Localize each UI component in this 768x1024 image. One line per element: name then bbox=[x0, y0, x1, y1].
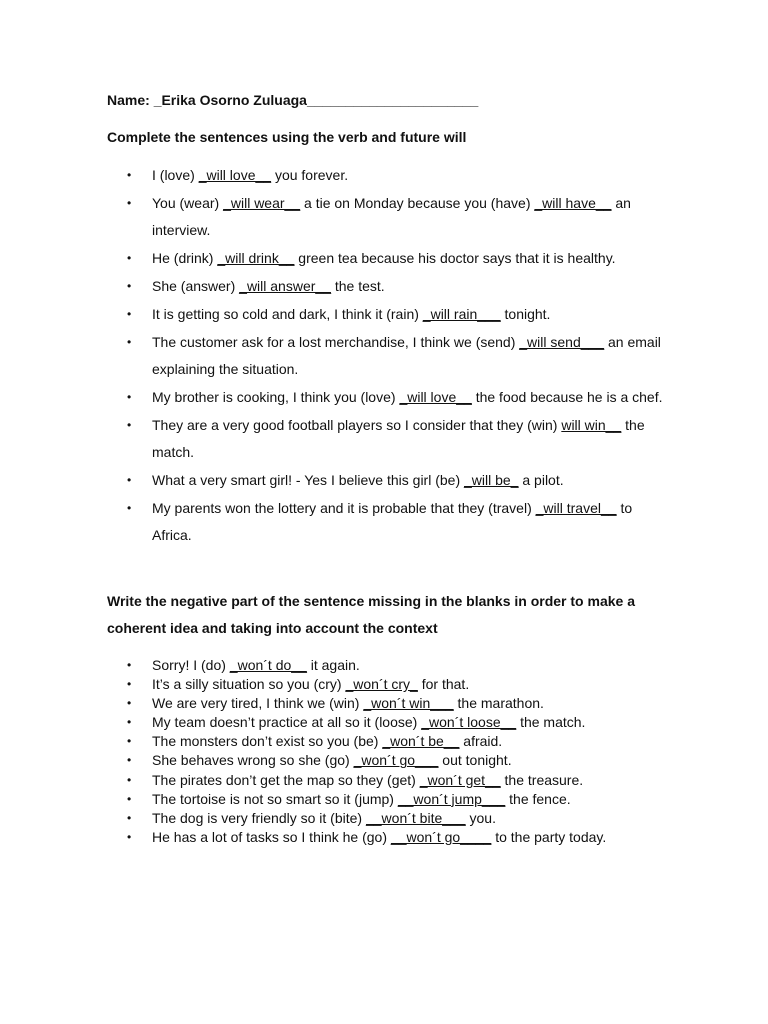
sentence-text: It is getting so cold and dark, I think it (rain) bbox=[152, 306, 423, 322]
negative-will-exercise-list bbox=[127, 656, 667, 847]
answer-blank: _will answer__ bbox=[239, 278, 331, 294]
bullet-icon: • bbox=[127, 753, 132, 768]
bullet-icon: • bbox=[127, 418, 132, 432]
exercise-item bbox=[127, 273, 667, 300]
sentence-text: They are a very good football players so I consider that they (win) bbox=[152, 417, 562, 433]
sentence-text: the marathon. bbox=[453, 695, 544, 712]
sentence-text: The dog is very friendly so it (bite) bbox=[152, 809, 366, 826]
exercise-item bbox=[127, 751, 667, 770]
bullet-icon: • bbox=[127, 677, 132, 692]
exercise-item bbox=[127, 694, 667, 713]
exercise-item bbox=[127, 713, 667, 732]
sentence-text: an interview. bbox=[152, 195, 631, 238]
answer-blank: _will rain___ bbox=[422, 306, 501, 322]
bullet-icon: • bbox=[127, 658, 132, 672]
student-name-line bbox=[107, 92, 478, 108]
exercise-item bbox=[127, 467, 667, 494]
sentence-text: an email explaining the situation. bbox=[152, 334, 661, 377]
answer-blank: _will be_ bbox=[464, 472, 519, 488]
exercise-item bbox=[127, 162, 667, 189]
sentence-text: the match. bbox=[516, 714, 586, 731]
sentence-text: We are very tired, I think we (win) bbox=[152, 695, 364, 712]
sentence-text: the food because he is a chef. bbox=[471, 389, 663, 405]
name-label: Name: bbox=[107, 92, 154, 108]
sentence-text: to the party today. bbox=[491, 828, 607, 845]
sentence-text: The monsters don’t exist so you (be) bbox=[152, 733, 383, 750]
bullet-icon: • bbox=[127, 501, 132, 515]
exercise-item bbox=[127, 809, 667, 828]
answer-blank: __won´t go____ bbox=[390, 828, 492, 845]
section1-heading: Complete the sentences using the verb and future will bbox=[107, 129, 467, 145]
answer-blank: will win__ bbox=[561, 417, 622, 433]
exercise-item bbox=[127, 245, 667, 272]
answer-blank: _will travel__ bbox=[535, 500, 617, 516]
exercise-item bbox=[127, 771, 667, 790]
sentence-text: Sorry! I (do) bbox=[152, 657, 230, 673]
sentence-text: My brother is cooking, I think you (love) bbox=[152, 389, 400, 405]
exercise-item bbox=[127, 656, 667, 675]
sentence-text: She behaves wrong so she (go) bbox=[152, 752, 354, 769]
answer-blank: _won´t loose__ bbox=[421, 714, 517, 731]
answer-blank: _will drink__ bbox=[217, 250, 295, 266]
sentence-text: He has a lot of tasks so I think he (go) bbox=[152, 828, 391, 845]
sentence-text: My parents won the lottery and it is probable that they (travel) bbox=[152, 500, 536, 516]
sentence-text: She (answer) bbox=[152, 278, 240, 294]
bullet-icon: • bbox=[127, 196, 132, 210]
answer-blank: _won´t cry_ bbox=[345, 676, 418, 693]
exercise-item bbox=[127, 675, 667, 694]
bullet-icon: • bbox=[127, 279, 132, 293]
exercise-item bbox=[127, 384, 667, 411]
bullet-icon: • bbox=[127, 734, 132, 749]
answer-blank: _will love__ bbox=[399, 389, 472, 405]
answer-blank: _won´t get__ bbox=[419, 771, 501, 788]
bullet-icon: • bbox=[127, 390, 132, 404]
sentence-text: for that. bbox=[417, 676, 470, 693]
sentence-text: to Africa. bbox=[152, 500, 633, 543]
sentence-text: It’s a silly situation so you (cry) bbox=[152, 676, 346, 693]
sentence-text: My team doesn’t practice at all so it (loose) bbox=[152, 714, 422, 731]
student-name: _Erika Osorno Zuluaga______________________ bbox=[153, 92, 479, 108]
answer-blank: _will send___ bbox=[519, 334, 605, 350]
answer-blank: __won´t bite___ bbox=[365, 809, 466, 826]
exercise-item bbox=[127, 301, 667, 328]
exercise-item bbox=[127, 329, 667, 383]
sentence-text: What a very smart girl! - Yes I believe this girl (be) bbox=[152, 472, 464, 488]
sentence-text: the match. bbox=[152, 417, 645, 460]
sentence-text: green tea because his doctor says that it is healthy. bbox=[294, 250, 616, 266]
bullet-icon: • bbox=[127, 696, 132, 711]
sentence-text: the treasure. bbox=[500, 771, 584, 788]
exercise-item bbox=[127, 190, 667, 244]
answer-blank: _will have__ bbox=[534, 195, 612, 211]
sentence-text: you forever. bbox=[271, 167, 349, 183]
bullet-icon: • bbox=[127, 473, 132, 487]
sentence-text: you. bbox=[465, 809, 496, 826]
bullet-icon: • bbox=[127, 791, 132, 806]
answer-blank: _won´t go___ bbox=[353, 752, 439, 769]
sentence-text: the test. bbox=[330, 278, 385, 294]
bullet-icon: • bbox=[127, 251, 132, 265]
sentence-text: a tie on Monday because you (have) bbox=[300, 195, 535, 211]
sentence-text: The customer ask for a lost merchandise, I think we (send) bbox=[152, 334, 520, 350]
sentence-text: it again. bbox=[306, 657, 360, 673]
bullet-icon: • bbox=[127, 307, 132, 321]
exercise-item bbox=[127, 412, 667, 466]
bullet-icon: • bbox=[127, 810, 132, 825]
section2-heading: Write the negative part of the sentence missing in the blanks in order to make a coherent idea and taking into account the context bbox=[107, 593, 635, 636]
sentence-text: He (drink) bbox=[152, 250, 218, 266]
sentence-text: tonight. bbox=[500, 306, 551, 322]
sentence-text: the fence. bbox=[505, 790, 571, 807]
sentence-text: out tonight. bbox=[438, 752, 512, 769]
exercise-item bbox=[127, 732, 667, 751]
answer-blank: _won´t be__ bbox=[382, 733, 460, 750]
exercise-item bbox=[127, 790, 667, 809]
bullet-icon: • bbox=[127, 772, 132, 787]
bullet-icon: • bbox=[127, 168, 132, 182]
future-will-exercise-list bbox=[127, 162, 667, 550]
sentence-text: afraid. bbox=[459, 733, 503, 750]
answer-blank: _will love__ bbox=[198, 167, 272, 183]
sentence-text: The tortoise is not so smart so it (jump) bbox=[152, 790, 398, 807]
sentence-text: The pirates don’t get the map so they (get) bbox=[152, 771, 420, 788]
answer-blank: __won´t jump___ bbox=[397, 790, 506, 807]
exercise-item bbox=[127, 495, 667, 549]
sentence-text: I (love) bbox=[152, 167, 199, 183]
bullet-icon: • bbox=[127, 335, 132, 349]
exercise-item bbox=[127, 828, 667, 847]
answer-blank: _will wear__ bbox=[223, 195, 301, 211]
sentence-text: a pilot. bbox=[518, 472, 564, 488]
answer-blank: _won´t win___ bbox=[363, 695, 454, 712]
bullet-icon: • bbox=[127, 829, 132, 844]
sentence-text: You (wear) bbox=[152, 195, 224, 211]
answer-blank: _won´t do__ bbox=[229, 657, 307, 673]
bullet-icon: • bbox=[127, 715, 132, 730]
